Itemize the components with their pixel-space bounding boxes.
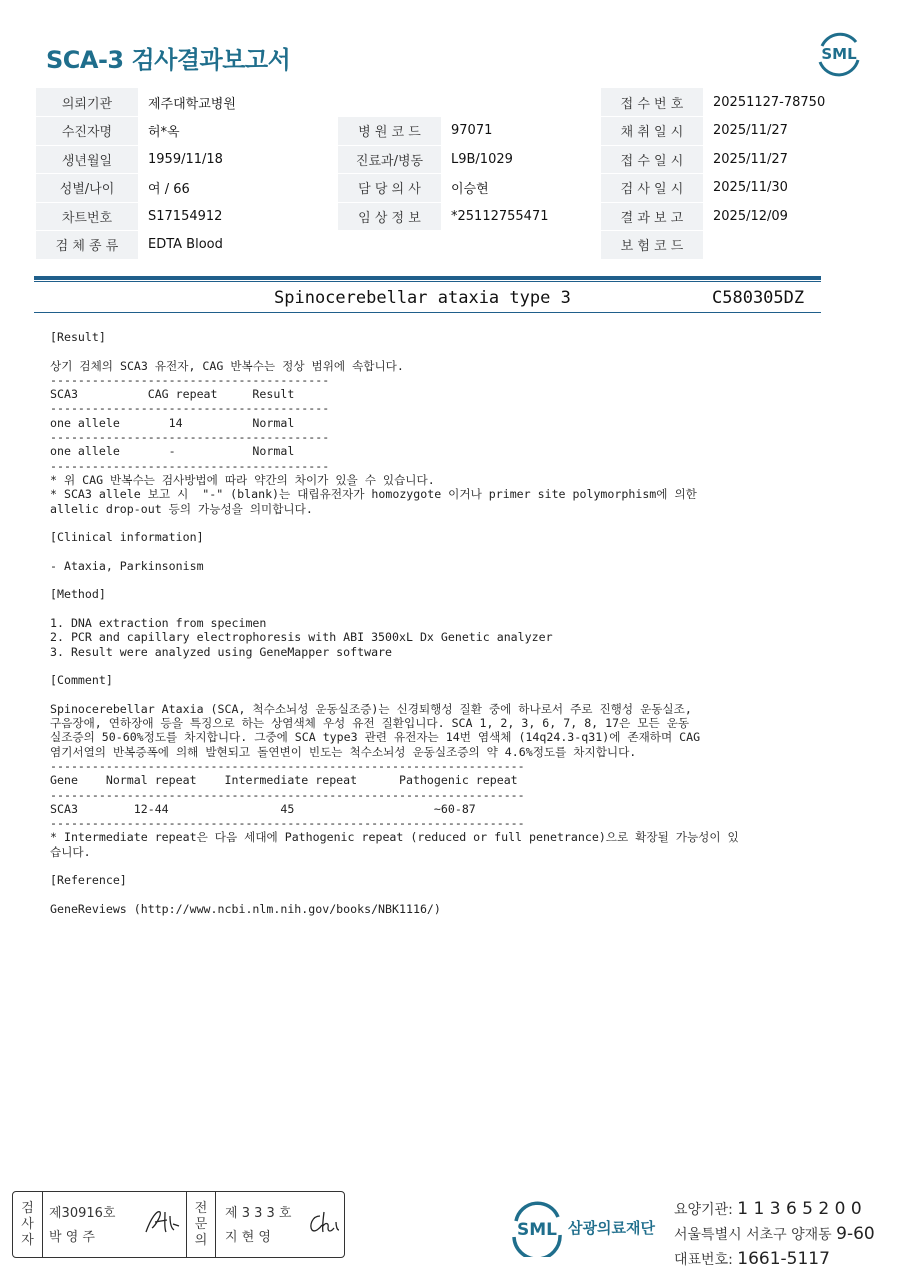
patient-label: 수진자명 <box>36 117 138 146</box>
report-line: one allele 14 Normal <box>50 415 295 430</box>
report-title: SCA-3 검사결과보고서 <box>46 46 291 74</box>
specialist-name: 지 현 영 <box>225 1230 271 1245</box>
report-line: ---------------------------------------- <box>50 430 330 445</box>
report-line: SCA3 12-44 45 ~60-87 <box>50 801 476 816</box>
report-line: 3. Result were analyzed using GeneMapper software <box>50 644 393 659</box>
report-line: 구음장애, 연하장애 등을 특징으로 하는 상염색체 우성 유전 질환입니다. SCA 1, 2, 3, 6, 7, 8, 17은 모든 운동 <box>50 716 690 731</box>
patient-value: 허*옥 <box>138 117 338 146</box>
tester-name: 박 영 주 <box>49 1230 95 1245</box>
collection-date-value: 2025/11/27 <box>703 117 864 146</box>
info-row <box>36 174 864 203</box>
receipt-no-value: 20251127-78750 <box>703 88 864 117</box>
sex-age-label: 성별/나이 <box>36 174 138 203</box>
report-line: * Intermediate repeat은 다음 세대에 Pathogenic repeat (reduced or full penetrance)으로 확장될 가능성이 있 <box>50 830 739 845</box>
specialist-signature-icon <box>306 1208 342 1238</box>
report-line: 염기서열의 반복증폭에 의해 발현되고 돌연변이 빈도는 척수소뇌성 운동실조증의 약 4.6%정도를 차지합니다. <box>50 744 637 759</box>
report-line: [Clinical information] <box>50 530 204 545</box>
test-name: Spinocerebellar ataxia type 3 <box>274 288 571 308</box>
report-line <box>50 344 830 358</box>
info-row <box>36 145 864 174</box>
report-line: * SCA3 allele 보고 시 "-" (blank)는 대립유전자가 homozygote 이거나 primer site polymorphism에 의한 <box>50 487 697 502</box>
clinical-value: *25112755471 <box>441 202 601 231</box>
svg-text:SML: SML <box>517 1220 557 1240</box>
report-line: [Comment] <box>50 673 113 688</box>
report-line: 상기 검체의 SCA3 유전자, CAG 반복수는 정상 범위에 속합니다. <box>50 358 404 373</box>
hospital-code-label: 병 원 코 드 <box>338 117 441 146</box>
phone-value: 1661-5117 <box>737 1249 830 1269</box>
report-line <box>50 888 830 902</box>
care-code-value: 1 1 3 6 5 2 0 0 <box>737 1199 862 1219</box>
report-line: Gene Normal repeat Intermediate repeat Pathogenic repeat <box>50 773 518 788</box>
birth-value: 1959/11/18 <box>138 145 338 174</box>
report-line: * 위 CAG 반복수는 검사방법에 따라 약간의 차이가 있을 수 있습니다. <box>50 472 435 487</box>
report-line <box>50 573 830 587</box>
receipt-no-label: 접 수 번 호 <box>601 88 703 117</box>
chart-label: 차트번호 <box>36 202 138 231</box>
chart-value: S17154912 <box>138 202 338 231</box>
dept-value: L9B/1029 <box>441 145 601 174</box>
signature-box <box>12 1191 345 1258</box>
test-code: C580305DZ <box>712 288 805 308</box>
organization-contact <box>674 1197 875 1271</box>
report-line: ---------------------------------------- <box>50 401 330 416</box>
birth-label: 생년월일 <box>36 145 138 174</box>
report-line <box>50 659 830 673</box>
sml-logo-icon <box>812 26 866 80</box>
divider <box>34 312 821 313</box>
organization-name: 삼광의료재단 <box>568 1219 655 1237</box>
doctor-label: 담 당 의 사 <box>338 174 441 203</box>
receipt-date-value: 2025/11/27 <box>703 145 864 174</box>
report-line: one allele - Normal <box>50 444 295 459</box>
specialist-license-no: 제 3 3 3 호 <box>225 1206 292 1221</box>
doctor-value: 이승현 <box>441 174 601 203</box>
report-date-value: 2025/12/09 <box>703 202 864 231</box>
report-line: -------------------------------------------------------------------- <box>50 758 525 773</box>
report-line: 2. PCR and capillary electrophoresis with ABI 3500xL Dx Genetic analyzer <box>50 630 553 645</box>
info-row <box>36 202 864 231</box>
insurance-value <box>703 231 864 260</box>
test-date-label: 검 사 일 시 <box>601 174 703 203</box>
specimen-label: 검 체 종 류 <box>36 231 138 260</box>
divider <box>34 281 821 282</box>
sex-age-value: 여 / 66 <box>138 174 338 203</box>
hospital-code-value: 97071 <box>441 117 601 146</box>
institution-label: 의뢰기관 <box>36 88 138 117</box>
report-date-label: 결 과 보 고 <box>601 202 703 231</box>
report-line: allelic drop-out 등의 가능성을 의미합니다. <box>50 501 313 516</box>
report-body <box>50 330 830 916</box>
report-line <box>50 687 830 701</box>
report-line: -------------------------------------------------------------------- <box>50 787 525 802</box>
phone-label: 대표번호: <box>674 1252 733 1268</box>
report-line <box>50 516 830 530</box>
report-line: [Method] <box>50 587 106 602</box>
report-line <box>50 602 830 616</box>
patient-info-table <box>36 88 864 260</box>
tester-license-no: 제30916호 <box>49 1206 116 1221</box>
tester-info <box>49 1202 115 1250</box>
receipt-date-label: 접 수 일 시 <box>601 145 703 174</box>
specimen-value: EDTA Blood <box>138 231 601 260</box>
sml-foundation-logo-icon <box>508 1199 566 1257</box>
report-line: [Reference] <box>50 873 127 888</box>
report-line: 습니다. <box>50 844 91 859</box>
tester-label: 검 사 자 <box>13 1192 43 1257</box>
institution-value: 제주대학교병원 <box>138 88 601 117</box>
info-row <box>36 88 864 117</box>
report-line: -------------------------------------------------------------------- <box>50 816 525 831</box>
report-line: [Result] <box>50 330 106 344</box>
collection-date-label: 채 취 일 시 <box>601 117 703 146</box>
report-line <box>50 544 830 558</box>
tester-signature-icon <box>143 1206 183 1238</box>
address-number: 9-60 <box>836 1224 875 1244</box>
clinical-label: 임 상 정 보 <box>338 202 441 231</box>
report-line: GeneReviews (http://www.ncbi.nlm.nih.gov/books/NBK1116/) <box>50 901 441 916</box>
dept-label: 진료과/병동 <box>338 145 441 174</box>
info-row <box>36 231 864 260</box>
divider <box>34 276 821 280</box>
care-code-label: 요양기관: <box>674 1202 733 1218</box>
info-row <box>36 117 864 146</box>
report-line <box>50 859 830 873</box>
report-line: ---------------------------------------- <box>50 372 330 387</box>
insurance-label: 보 험 코 드 <box>601 231 703 260</box>
specialist-label: 전 문 의 <box>186 1192 216 1257</box>
report-line: ---------------------------------------- <box>50 458 330 473</box>
report-line: Spinocerebellar Ataxia (SCA, 척수소뇌성 운동실조증)는 신경퇴행성 질환 중에 하나로서 주로 진행성 운동실조, <box>50 701 692 716</box>
specialist-info <box>225 1202 291 1250</box>
report-line: - Ataxia, Parkinsonism <box>50 558 204 573</box>
test-date-value: 2025/11/30 <box>703 174 864 203</box>
report-line: 1. DNA extraction from specimen <box>50 615 267 630</box>
address-text: 서울특별시 서초구 양재동 <box>674 1227 832 1243</box>
svg-text:SML: SML <box>821 45 857 63</box>
report-line: 실조증의 50-60%정도를 차지합니다. 그중에 SCA type3 관련 유전자는 14번 염색체 (14q24.3-q31)에 존재하며 CAG <box>50 730 701 745</box>
report-line: SCA3 CAG repeat Result <box>50 387 295 402</box>
